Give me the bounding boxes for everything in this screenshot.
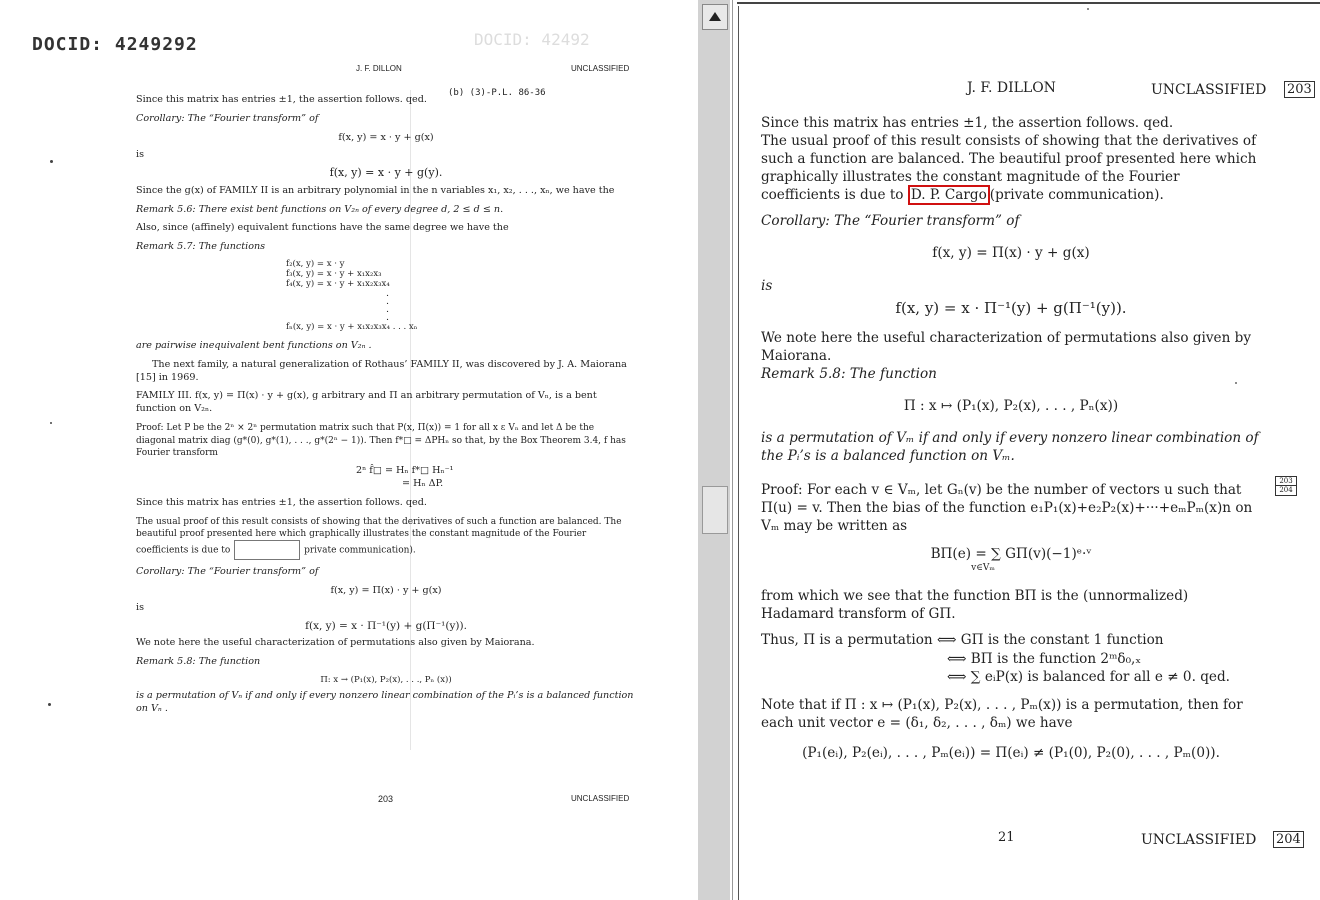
proof-paragraph: Proof: Let P be the 2ⁿ × 2ⁿ permutation matrix such that P(x, Π(x)) = 1 for all x ε Vₙ and let Δ be the diagonal matrix diag (g*(0), g*(1), . . ., g*(2ⁿ − 1)). Then f*□ = ΔPHₙ so that, by the Box Theorem 3.4, f has Fourier transform <box>136 423 626 458</box>
page-header-author: J. F. DILLON <box>356 64 402 73</box>
scrollbar-thumb[interactable] <box>702 486 728 534</box>
family-definition: FAMILY III. f(x, y) = Π(x) · y + g(x), g arbitrary and Π an arbitrary permutation of Vₙ, is a bent function on V₂ₙ. <box>136 390 597 415</box>
remark-heading: Remark 5.6: There exist bent functions on V₂ₙ of every degree d, 2 ≤ d ≤ n. <box>136 203 504 215</box>
page-footer-number: 21 <box>998 830 1015 845</box>
equation: f₂(x, y) = x · y <box>286 259 345 270</box>
paragraph: The next family, a natural generalization of Rothaus’ FAMILY II, was discovered by J. A. Maiorana [15] in 1969. <box>136 358 627 383</box>
typeset-page-body <box>761 114 1261 770</box>
scan-speck <box>48 703 51 706</box>
text-line: We note here the useful characterization of permutations also given by Maiorana. <box>136 636 535 648</box>
corollary-heading: Corollary: The “Fourier transform” of <box>761 213 1020 230</box>
page-header-classification: UNCLASSIFIED <box>1151 82 1267 98</box>
page-header-number-box: 203 <box>1284 81 1315 98</box>
equation: Π : x ↦ (P₁(x), P₂(x), . . . , Pₙ(x)) <box>903 397 1119 414</box>
document-id: DOCID: 4249292 <box>32 34 198 55</box>
margin-page-bottom: 204 <box>1276 485 1296 494</box>
remark-heading: Remark 5.8: The function <box>761 365 937 382</box>
corollary-heading: Corollary: The “Fourier transform” of <box>136 565 319 577</box>
exemption-stamp: (b) (3)-P.L. 86-36 <box>448 88 546 98</box>
equivalence-line: ⟺ BΠ is the function 2ᵐδ₀,ₓ <box>947 650 1142 667</box>
text-line: is <box>136 601 144 613</box>
text-line: Since the g(x) of FAMILY II is an arbitrary polynomial in the n variables x₁, x₂, . . ., xₙ, we have the <box>136 184 615 196</box>
page-top-rule <box>737 2 1320 8</box>
remark-heading: Remark 5.7: The functions <box>136 241 266 253</box>
equivalence-line: Thus, Π is a permutation ⟺ GΠ is the constant 1 function <box>761 632 1164 649</box>
scan-speck <box>50 160 53 163</box>
equation: f(x, y) = x · Π⁻¹(y) + g(Π⁻¹(y)). <box>305 619 467 632</box>
paragraph-text: The usual proof of this result consists of showing that the derivatives of such a function are balanced. The beautiful proof presented here which graphically illustrates the constant magnitude of the Fourier coefficients is due to <box>136 516 622 556</box>
equation: fₙ(x, y) = x · y + x₁x₂x₃x₄ . . . xₙ <box>286 322 418 333</box>
text-line: is <box>761 277 773 294</box>
equation: f₃(x, y) = x · y + x₁x₂x₃ <box>286 269 382 280</box>
scan-speck <box>1235 382 1237 384</box>
scanned-page-body <box>136 94 636 722</box>
page-header-classification: UNCLASSIFIED <box>571 64 630 73</box>
equation: f(x, y) = Π(x) · y + g(x) <box>932 245 1090 262</box>
text-line: Since this matrix has entries ±1, the assertion follows. qed. <box>136 496 427 508</box>
text-line: are pairwise inequivalent bent functions on V₂ₙ . <box>136 339 372 351</box>
text-line: Since this matrix has entries ±1, the assertion follows. qed. <box>761 115 1174 131</box>
margin-page-top: 203 <box>1279 477 1293 485</box>
page-footer-classification: UNCLASSIFIED <box>1141 832 1257 848</box>
paragraph-text: The usual proof of this result consists of showing that the derivatives of such a function are balanced. The beautiful proof presented here which graphically illustrates the constant magnitude of the Fourier coefficients is due to <box>761 133 1257 204</box>
scan-speck <box>50 422 52 424</box>
page-footer-classification: UNCLASSIFIED <box>571 794 630 803</box>
text-line: is a permutation of Vₙ if and only if every nonzero linear combination of the Pᵢ’s is a balanced function on Vₙ . <box>136 690 634 715</box>
redaction-box <box>234 540 300 560</box>
scan-speck <box>1087 8 1089 10</box>
text-line: We note here the useful characterization of permutations also given by Maiorana. <box>761 329 1252 364</box>
highlighted-name[interactable]: D. P. Cargo <box>908 185 990 205</box>
bleed-through-document-id: DOCID: 42492 <box>474 30 590 49</box>
equivalence-line: ⟺ ∑ eᵢP(x) is balanced for all e ≠ 0. qed. <box>947 668 1230 685</box>
equation: f(x, y) = Π(x) · y + g(x) <box>330 584 442 596</box>
vertical-ellipsis: . . . . <box>386 287 390 324</box>
scroll-up-arrow-icon[interactable] <box>702 4 728 30</box>
corollary-heading: Corollary: The “Fourier transform” of <box>136 112 319 124</box>
text-line: Since this matrix has entries ±1, the assertion follows. qed. <box>136 94 427 105</box>
equation: BΠ(e) = ∑ GΠ(v)(−1)ᵉ·ᵛ <box>930 546 1092 563</box>
paragraph: from which we see that the function BΠ is the (unnormalized) Hadamard transform of GΠ. <box>761 588 1189 623</box>
text-line: Also, since (affinely) equivalent functions have the same degree we have the <box>136 222 509 234</box>
equation: f(x, y) = x · y + g(y). <box>329 165 443 179</box>
equation: Π: x → (P₁(x), P₂(x), . . ., Pₙ (x)) <box>320 674 452 685</box>
page-footer-number: 203 <box>378 794 394 804</box>
margin-page-box <box>1275 476 1297 496</box>
text-line: is a permutation of Vₘ if and only if every nonzero linear combination of the Pᵢ’s is a balanced function on Vₘ. <box>761 429 1259 464</box>
remark-heading: Remark 5.8: The function <box>136 655 261 667</box>
equation: 2ⁿ f̂□ = Hₙ f*□ Hₙ⁻¹ <box>356 464 454 476</box>
page-footer-box: 204 <box>1273 831 1304 848</box>
equation-subscript: v∈Vₘ <box>971 563 995 574</box>
paragraph: Note that if Π : x ↦ (P₁(x), P₂(x), . . . , Pₘ(x)) is a permutation, then for each unit vector e = (δ₁, δ₂, . . . , δₘ) we have <box>761 696 1243 731</box>
typeset-page <box>732 0 1320 900</box>
vertical-scrollbar[interactable] <box>698 0 730 900</box>
proof-paragraph: Proof: For each v ∈ Vₘ, let Gₙ(v) be the number of vectors u such that Π(u) = v. Then the bias of the function e₁P₁(x)+e₂P₂(x)+···+eₘPₘ(x)n on Vₘ may be written as <box>761 482 1253 535</box>
equation: f(x, y) = x · y + g(x) <box>338 131 434 143</box>
paragraph-text: private communication). <box>304 545 416 556</box>
text-line: is <box>136 148 144 160</box>
equation: = Hₙ ΔP. <box>402 477 444 489</box>
paragraph-text: (private communication). <box>989 187 1164 204</box>
page-left-rule <box>738 6 739 900</box>
equation: (P₁(eᵢ), P₂(eᵢ), . . . , Pₘ(eᵢ)) = Π(eᵢ) ≠ (P₁(0), P₂(0), . . . , Pₘ(0)). <box>802 744 1220 761</box>
page-header-author: J. F. DILLON <box>967 80 1056 96</box>
equation: f(x, y) = x · Π⁻¹(y) + g(Π⁻¹(y)). <box>895 298 1127 317</box>
equation: f₄(x, y) = x · y + x₁x₂x₃x₄ <box>286 278 390 289</box>
